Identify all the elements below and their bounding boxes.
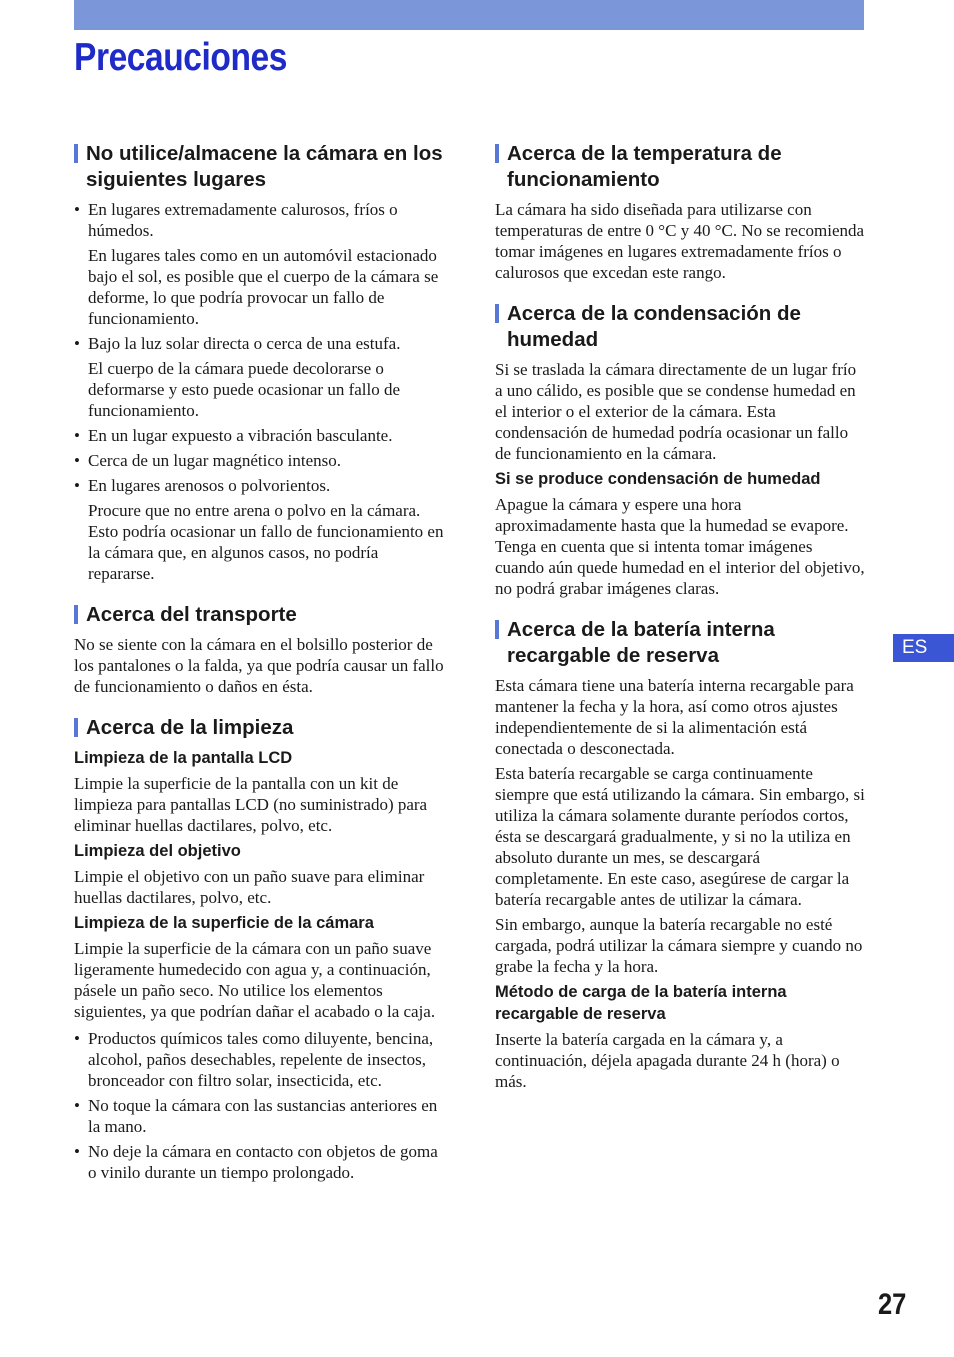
left-column — [74, 141, 444, 1201]
section-marker — [495, 144, 499, 163]
section-marker — [495, 304, 499, 323]
section-title: Acerca de la condensación de humedad — [495, 301, 865, 353]
page-title: Precauciones — [74, 36, 287, 79]
paragraph: La cámara ha sido diseñada para utilizarse con temperaturas de entre 0 °C y 40 °C. No se recomienda tomar imágenes en lugares extremadamente fríos o calurosos que excedan este rango. — [495, 200, 865, 282]
language-tab: ES — [893, 634, 954, 662]
subheading: Limpieza de la superficie de la cámara — [74, 914, 374, 932]
list-item: • Productos químicos tales como diluyente, bencina, alcohol, paños desechables, repelente de insectos, bronceador con filtro solar, insecticida, etc. — [74, 1028, 444, 1091]
paragraph: Sin embargo, aunque la batería recargable no esté cargada, podrá utilizar la cámara siempre y cuando no grabe la fecha y la hora. — [495, 915, 863, 976]
paragraph: Apague la cámara y espere una hora aproximadamente hasta que la humedad se evapore. Tenga en cuenta que si intenta tomar imágenes cuando aún quede humedad en el interior del objetivo, no podrá grabar imágenes claras. — [495, 495, 865, 598]
paragraph: Si se traslada la cámara directamente de un lugar frío a uno cálido, es posible que se condense humedad en el interior o el exterior de la cámara. Esta condensación de humedad podría ocasionar un fallo de funcionamiento en la cámara. — [495, 360, 857, 463]
paragraph: Esta batería recargable se carga continuamente siempre que está utilizando la cámara. Sin embargo, si utiliza la cámara solamente durante períodos cortos, ésta se descargará gradualmente, y si no la utiliza en absoluto durante un mes, se descargará completamente. En este caso, asegúrese de cargar la batería recargable antes de utilizar la cámara. — [495, 764, 865, 909]
paragraph: Limpie la superficie de la pantalla con un kit de limpieza para pantallas LCD (no suministrado) para eliminar huellas dactilares, polvo, etc. — [74, 774, 428, 835]
section-marker — [74, 718, 78, 737]
paragraph: Inserte la batería cargada en la cámara y, a continuación, déjela apagada durante 24 h (hora) o más. — [495, 1030, 840, 1091]
section-title: Acerca de la limpieza — [74, 715, 444, 741]
list-item: • Bajo la luz solar directa o cerca de una estufa. El cuerpo de la cámara puede decolorarse o deformarse y esto puede ocasionar un fallo de funcionamiento. — [74, 333, 444, 421]
paragraph: Esta cámara tiene una batería interna recargable para mantener la fecha y la hora, así como otros ajustes independientemente de si la alimentación está conectada o desconectada. — [495, 676, 854, 758]
section-title: Acerca de la batería interna recargable de reserva — [495, 617, 865, 669]
paragraph: Limpie la superficie de la cámara con un paño suave ligeramente humedecido con agua y, a continuación, pásele un paño seco. No utilice los elementos siguientes, ya que podrían dañar el acabado o la caja. — [74, 939, 436, 1021]
section-transport — [74, 602, 444, 697]
paragraph: Limpie el objetivo con un paño suave para eliminar huellas dactilares, polvo, etc. — [74, 867, 425, 907]
right-column — [495, 141, 865, 1110]
list-item: • No toque la cámara con las sustancias anteriores en la mano. — [74, 1095, 444, 1137]
page-number: 27 — [878, 1288, 907, 1321]
section-marker — [495, 620, 499, 639]
section-condensation — [495, 301, 865, 599]
cleaning-list — [74, 1028, 444, 1183]
list-item: • En lugares extremadamente calurosos, fríos o húmedos. En lugares tales como en un automóvil estacionado bajo el sol, es posible que el cuerpo de la cámara se deforme, lo que podría provocar un fallo de funcionamiento. — [74, 199, 444, 329]
subheading: Si se produce condensación de humedad — [495, 470, 821, 488]
subheading: Limpieza del objetivo — [74, 842, 241, 860]
subheading: Método de carga de la batería interna recargable de reserva — [495, 983, 787, 1023]
section-title: Acerca de la temperatura de funcionamiento — [495, 141, 865, 193]
header-color-bar — [74, 0, 864, 30]
list-item: • En lugares arenosos o polvorientos. Procure que no entre arena o polvo en la cámara. Esto podría ocasionar un fallo de funcionamiento en la cámara que, en algunos casos, no podría repararse. — [74, 475, 444, 584]
section-storage-locations — [74, 141, 444, 584]
section-temperature — [495, 141, 865, 283]
section-marker — [74, 144, 78, 163]
list-item: • En un lugar expuesto a vibración basculante. — [74, 425, 444, 446]
section-cleaning — [74, 715, 444, 1183]
location-list — [74, 199, 444, 584]
subheading: Limpieza de la pantalla LCD — [74, 749, 293, 767]
section-title: No utilice/almacene la cámara en los siguientes lugares — [74, 141, 444, 193]
paragraph: No se siente con la cámara en el bolsillo posterior de los pantalones o la falda, ya que podría causar un fallo de funcionamiento o daños en ésta. — [74, 635, 444, 696]
section-marker — [74, 605, 78, 624]
list-item: • No deje la cámara en contacto con objetos de goma o vinilo durante un tiempo prolongado. — [74, 1141, 444, 1183]
section-backup-battery — [495, 617, 865, 1092]
list-item: • Cerca de un lugar magnético intenso. — [74, 450, 444, 471]
section-title: Acerca del transporte — [74, 602, 444, 628]
